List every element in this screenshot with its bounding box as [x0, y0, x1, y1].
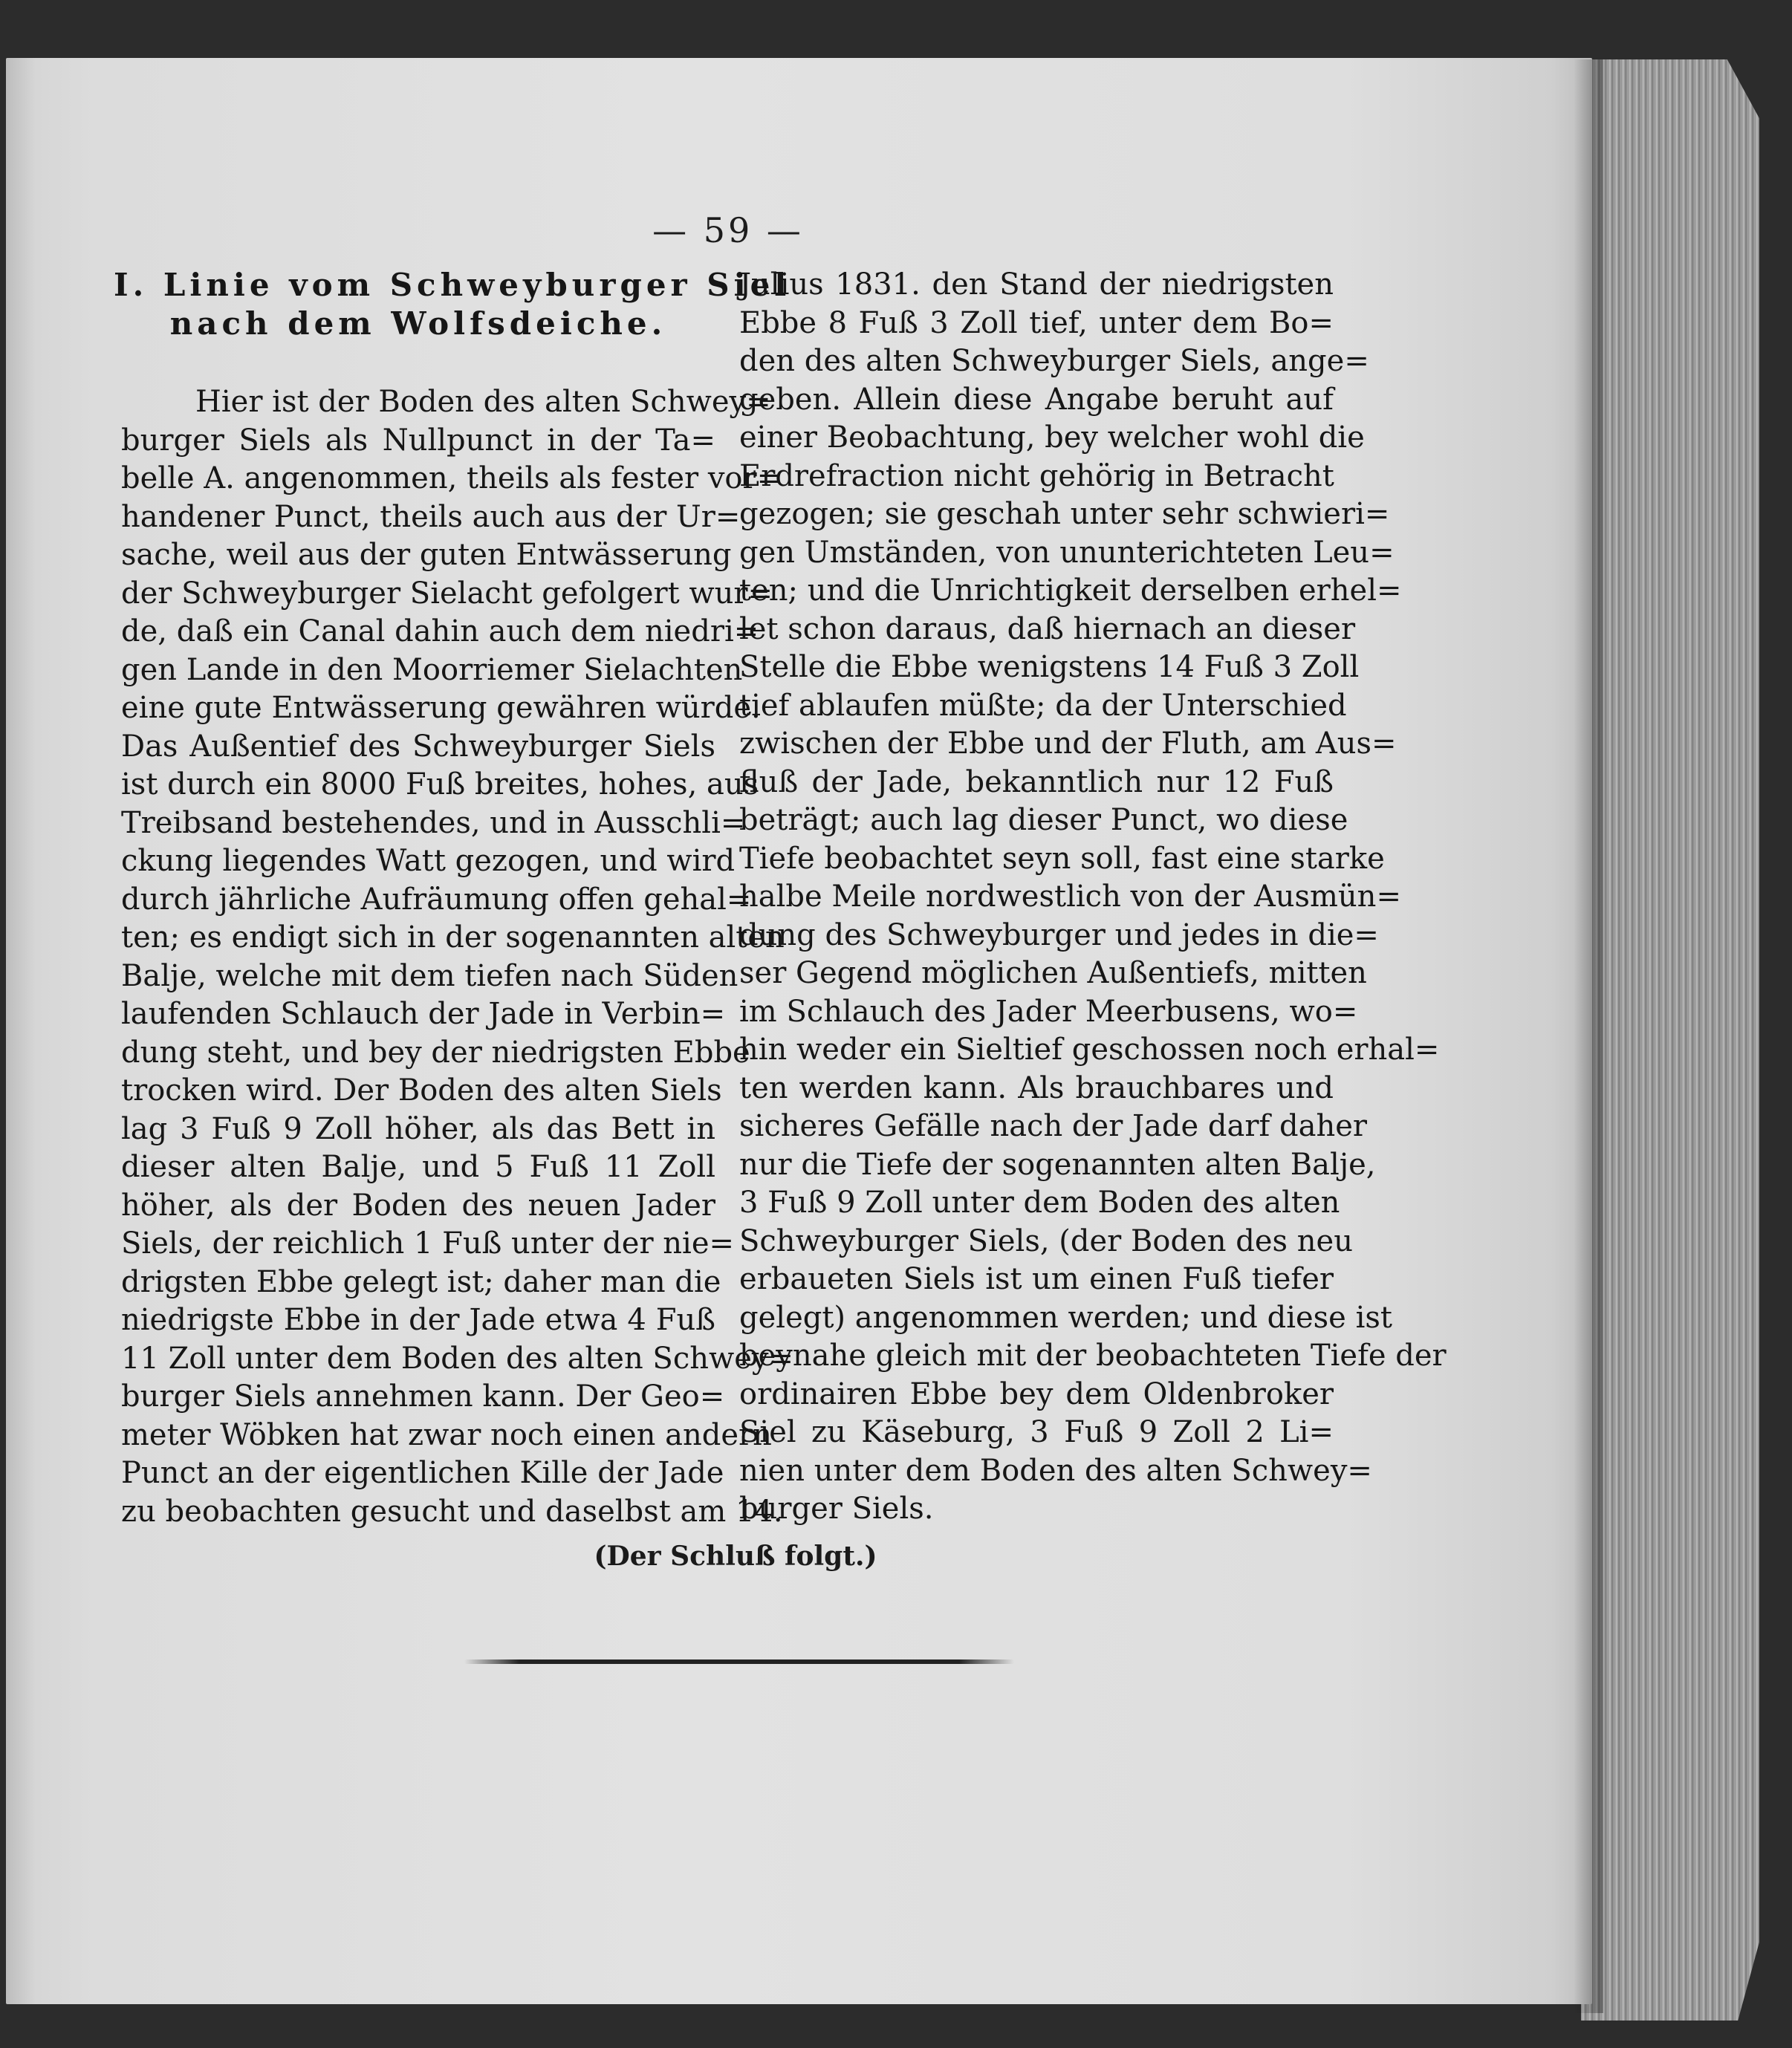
- text-line: gelegt) angenommen werden; und diese ist: [739, 1300, 1392, 1335]
- text-line: hin weder ein Sieltief geschossen noch erhal=: [739, 1033, 1440, 1067]
- text-line: tief ablaufen müßte; da der Unterschied: [739, 688, 1347, 723]
- text-line: sicheres Gefälle nach der Jade darf daher: [739, 1109, 1368, 1143]
- text-line: Balje, welche mit dem tiefen nach Süden: [121, 958, 738, 993]
- text-line: Ebbe 8 Fuß 3 Zoll tief, unter dem Bo=: [739, 305, 1334, 340]
- text-line: de, daß ein Canal dahin auch dem niedri=: [121, 614, 759, 648]
- text-line: erbaueten Siels ist um einen Fuß tiefer: [739, 1262, 1334, 1296]
- section-heading: [114, 266, 791, 343]
- text-line: nien unter dem Boden des alten Schwey=: [739, 1453, 1372, 1488]
- text-line: 11 Zoll unter dem Boden des alten Schwey=: [121, 1341, 794, 1376]
- text-line: durch jährliche Aufräumung offen gehal=: [121, 882, 752, 917]
- text-line: ten; es endigt sich in der sogenannten alten: [121, 920, 785, 955]
- text-line: ckung liegendes Watt gezogen, und wird: [121, 844, 736, 878]
- text-line: ordinairen Ebbe bey dem Oldenbroker: [739, 1376, 1334, 1411]
- text-line: im Schlauch des Jader Meerbusens, wo=: [739, 994, 1358, 1029]
- text-line: dung steht, und bey der niedrigsten Ebbe: [121, 1035, 750, 1070]
- page-edge-shadow: [1574, 59, 1603, 2013]
- text-line: Schweyburger Siels, (der Boden des neu: [739, 1223, 1353, 1258]
- text-line: beträgt; auch lag dieser Punct, wo diese: [739, 803, 1348, 837]
- text-line: Punct an der eigentlichen Kille der Jade: [121, 1456, 724, 1490]
- right-column: [739, 266, 1447, 1529]
- text-line: der Schweyburger Sielacht gefolgert wur=: [121, 576, 773, 611]
- closing-rule: [464, 1659, 1014, 1664]
- text-line: nur die Tiefe der sogenannten alten Balje,: [739, 1147, 1376, 1182]
- text-line: burger Siels.: [739, 1492, 934, 1526]
- text-line: Julius 1831. den Stand der niedrigsten: [739, 267, 1334, 302]
- book-fore-edge: [1581, 59, 1759, 2021]
- text-line: ist durch ein 8000 Fuß breites, hohes, aus: [121, 767, 759, 802]
- left-text-lines: [121, 383, 794, 1531]
- text-line: lag 3 Fuß 9 Zoll höher, als das Bett in: [121, 1111, 715, 1146]
- text-line: dung des Schweyburger und jedes in die=: [739, 917, 1379, 952]
- text-line: let schon daraus, daß hiernach an dieser: [739, 611, 1356, 646]
- text-line: burger Siels als Nullpunct in der Ta=: [121, 423, 715, 458]
- text-line: sache, weil aus der guten Entwässerung: [121, 538, 732, 572]
- text-line: fluß der Jade, bekanntlich nur 12 Fuß: [739, 764, 1334, 799]
- heading-line-2: nach dem Wolfsdeiche.: [169, 305, 667, 342]
- text-line: Das Außentief des Schweyburger Siels: [121, 729, 715, 764]
- text-line: laufenden Schlauch der Jade in Verbin=: [121, 997, 726, 1031]
- text-line: ten werden kann. Als brauchbares und: [739, 1070, 1334, 1105]
- text-line: Treibsand bestehendes, und in Ausschli=: [121, 805, 746, 840]
- text-line: dieser alten Balje, und 5 Fuß 11 Zoll: [121, 1150, 715, 1184]
- text-line: beynahe gleich mit der beobachteten Tiefe der: [739, 1339, 1447, 1373]
- text-line: Siels, der reichlich 1 Fuß unter der nie=: [121, 1226, 735, 1261]
- text-line: gezogen; sie geschah unter sehr schwieri=: [739, 497, 1390, 531]
- text-line: handener Punct, theils auch aus der Ur=: [121, 499, 741, 534]
- text-line: den des alten Schweyburger Siels, ange=: [739, 344, 1369, 378]
- left-column: [114, 266, 794, 1531]
- text-line: Hier ist der Boden des alten Schwey=: [195, 385, 771, 419]
- text-line: zwischen der Ebbe und der Fluth, am Aus=: [739, 726, 1397, 761]
- text-line: niedrigste Ebbe in der Jade etwa 4 Fuß: [121, 1303, 715, 1337]
- text-line: gen Lande in den Moorriemer Sielachten: [121, 652, 743, 687]
- text-line: meter Wöbken hat zwar noch einen andern: [121, 1417, 772, 1452]
- text-line: ten; und die Unrichtigkeit derselben erhel=: [739, 573, 1402, 608]
- text-line: Siel zu Käseburg, 3 Fuß 9 Zoll 2 Li=: [739, 1415, 1334, 1449]
- text-line: burger Siels annehmen kann. Der Geo=: [121, 1379, 725, 1414]
- text-line: Stelle die Ebbe wenigstens 14 Fuß 3 Zoll: [739, 650, 1360, 684]
- text-line: Tiefe beobachtet seyn soll, fast eine starke: [739, 841, 1385, 876]
- page-number: — 59 —: [652, 210, 804, 250]
- text-line: drigsten Ebbe gelegt ist; daher man die: [121, 1264, 721, 1299]
- text-line: gen Umständen, von ununterichteten Leu=: [739, 535, 1395, 570]
- text-line: trocken wird. Der Boden des alten Siels: [121, 1073, 722, 1108]
- text-line: geben. Allein diese Angabe beruht auf: [739, 382, 1334, 417]
- text-line: zu beobachten gesucht und daselbst am 14.: [121, 1494, 783, 1529]
- text-line: höher, als der Boden des neuen Jader: [121, 1188, 715, 1223]
- text-line: einer Beobachtung, bey welcher wohl die: [739, 420, 1365, 455]
- text-line: 3 Fuß 9 Zoll unter dem Boden des alten: [739, 1186, 1340, 1220]
- right-text-lines: [739, 266, 1447, 1529]
- text-line: halbe Meile nordwestlich von der Ausmün=: [739, 880, 1401, 914]
- text-line: belle A. angenommen, theils als fester vor=: [121, 461, 782, 495]
- text-line: Erdrefraction nicht gehörig in Betracht: [739, 458, 1334, 493]
- continued-note: (Der Schluß folgt.): [594, 1541, 877, 1572]
- text-line: ser Gegend möglichen Außentiefs, mitten: [739, 956, 1367, 990]
- heading-line-1: I. Linie vom Schweyburger Siel: [114, 267, 791, 303]
- text-line: eine gute Entwässerung gewähren würde.: [121, 691, 761, 725]
